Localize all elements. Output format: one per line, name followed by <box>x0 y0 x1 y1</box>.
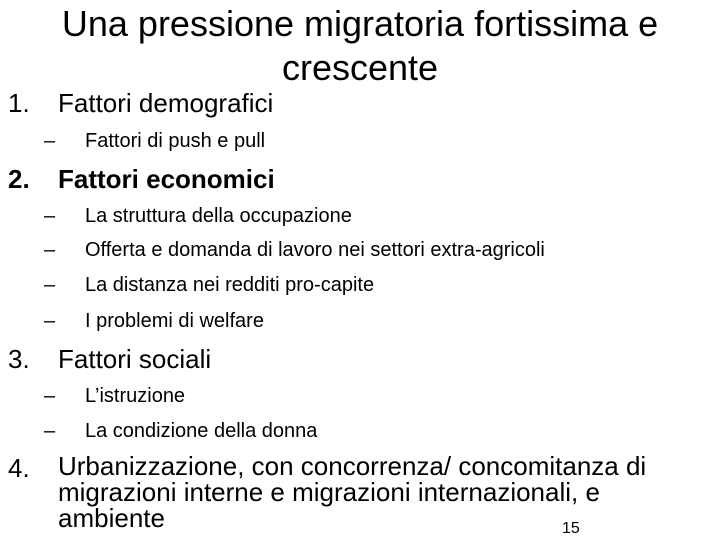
sub-item <box>44 273 374 297</box>
item-number: 4. <box>8 453 30 483</box>
sub-item <box>44 129 265 153</box>
sub-item-text: I problemi di welfare <box>85 310 264 332</box>
sub-item <box>44 384 185 408</box>
dash-marker: – <box>44 130 56 152</box>
item-text: Fattori sociali <box>58 344 212 374</box>
dash-marker: – <box>44 274 56 296</box>
sub-item-text: Fattori di push e pull <box>85 130 266 152</box>
item-text: Fattori economici <box>58 164 275 194</box>
sub-item <box>44 204 352 228</box>
list-item-3 <box>8 344 211 374</box>
dash-marker: – <box>44 310 56 332</box>
item-number: 2. <box>8 164 30 194</box>
dash-marker: – <box>44 420 56 442</box>
dash-marker: – <box>44 205 56 227</box>
sub-item <box>44 309 264 333</box>
slide-title: Una pressione migratoria fortissima e crescente <box>61 3 659 88</box>
list-item-4 <box>8 453 708 531</box>
list-item-1 <box>8 88 273 118</box>
item-number: 1. <box>8 88 30 118</box>
item-text: Urbanizzazione, con concorrenza/ concomitanza di migrazioni interne e migrazioni internazionali, e ambiente <box>58 451 647 533</box>
sub-item-text: La distanza nei redditi pro-capite <box>85 274 375 296</box>
sub-item <box>44 238 545 262</box>
sub-item-text: L’istruzione <box>85 385 186 407</box>
sub-item-text: Offerta e domanda di lavoro nei settori extra-agricoli <box>85 239 545 261</box>
sub-item-text: La struttura della occupazione <box>85 205 352 227</box>
dash-marker: – <box>44 239 56 261</box>
list-item-2 <box>8 164 275 194</box>
sub-item-text: La condizione della donna <box>85 420 318 442</box>
page-number: 15 <box>562 520 580 537</box>
item-text: Fattori demografici <box>58 88 274 118</box>
item-number: 3. <box>8 344 30 374</box>
dash-marker: – <box>44 385 56 407</box>
sub-item <box>44 419 317 443</box>
